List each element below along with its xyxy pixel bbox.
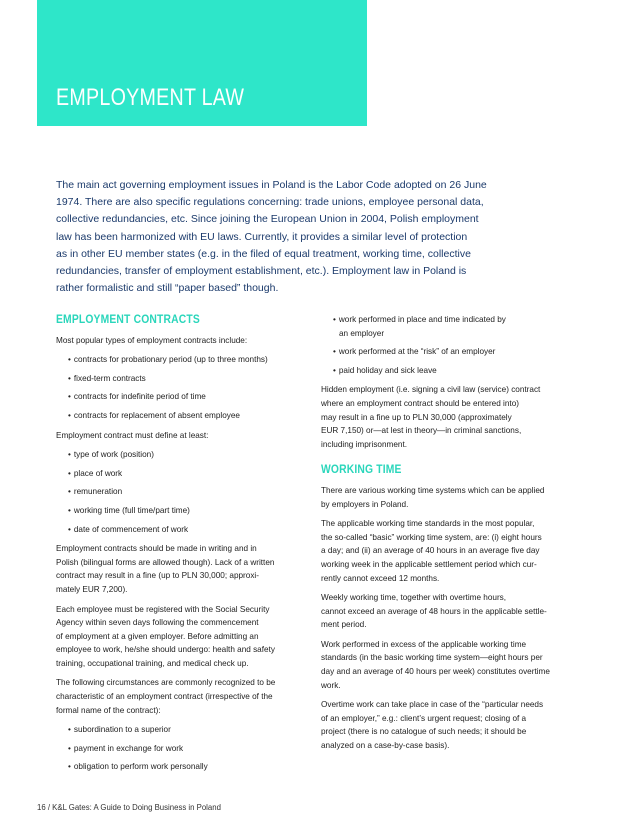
intro-paragraph [56, 177, 487, 297]
bullet-icon: • [68, 410, 71, 420]
paragraph: Each employee must be registered with the Social Security Agency within seven days following the commencement of employment at a given employer. Before admitting an employee to work, he/she should undergo: health and safety training, occupational training, and medical check up. [56, 604, 275, 668]
list-item: • paid holiday and sick leave [333, 364, 571, 378]
bullet-icon: • [68, 725, 71, 735]
bullet-icon: • [68, 468, 71, 478]
paragraph: Weekly working time, together with overtime hours, cannot exceed an average of 48 hours in the applicable settle- ment period. [321, 593, 547, 630]
contract-define-list [68, 448, 296, 536]
list-item: • place of work [68, 467, 296, 481]
circumstances-list-continued [333, 313, 571, 377]
bullet-icon: • [68, 524, 71, 534]
bullet-icon: • [68, 487, 71, 497]
list-item: • contracts for replacement of absent employee [68, 409, 296, 423]
list-item: • contracts for indefinite period of time [68, 390, 296, 404]
bullet-icon: • [68, 355, 71, 365]
bullet-icon: • [68, 505, 71, 515]
section-heading-working-time: WORKING TIME [321, 462, 402, 477]
bullet-icon: • [333, 347, 336, 357]
list-item: • working time (full time/part time) [68, 504, 296, 518]
paragraph: Most popular types of employment contracts include: [56, 335, 248, 345]
right-column [321, 313, 571, 759]
intro-line: as in other EU member states (e.g. in the filed of equal treatment, working time, collective [56, 247, 471, 260]
list-item: • subordination to a superior [68, 723, 296, 737]
list-item: • date of commencement of work [68, 523, 296, 537]
title-banner [37, 0, 367, 126]
bullet-icon: • [68, 762, 71, 772]
intro-line: collective redundancies, etc. Since joining the European Union in 2004, Polish employment [56, 213, 479, 226]
list-item: • obligation to perform work personally [68, 760, 296, 774]
intro-line: rather formalistic and still “paper based” though. [56, 282, 279, 295]
section-heading-employment-contracts: EMPLOYMENT CONTRACTS [56, 312, 200, 326]
bullet-icon: • [68, 392, 71, 402]
bullet-icon: • [68, 450, 71, 460]
paragraph: The following circumstances are commonly recognized to be characteristic of an employment contract (irrespective of the formal name of the contract): [56, 678, 276, 715]
intro-line: law has been harmonized with EU laws. Currently, it provides a similar level of protection [56, 230, 468, 243]
bullet-icon: • [333, 315, 336, 324]
bullet-icon: • [68, 373, 71, 383]
list-item: • remuneration [68, 485, 296, 499]
paragraph: Employment contract must define at least: [56, 430, 209, 440]
list-item: • contracts for probationary period (up to three months) [68, 353, 296, 367]
paragraph: Employment contracts should be made in writing and in Polish (bilingual forms are allowed though). Lack of a written contract may result in a fine (up to PLN 30,000; approxi- mately EUR 7,200). [56, 544, 275, 594]
page-title: EMPLOYMENT LAW [56, 84, 245, 111]
paragraph: Hidden employment (i.e. signing a civil law (service) contract where an employment contract should be entered into) may result in a fine up to PLN 30,000 (approximately EUR 7,150) or—at lest in theory—in criminal sanctions, including imprisonment. [321, 385, 541, 449]
list-item: • work performed at the “risk” of an employer [333, 345, 571, 359]
circumstances-list [68, 723, 296, 774]
paragraph: The applicable working time standards in the most popular, the so-called “basic” working time system, are: (i) eight hours a day; and (ii) an average of 40 hours in an average five day working week in the applicable settlement period which cur- rently cannot exceed 12 months. [321, 519, 542, 583]
intro-line: 1974. There are also specific regulations concerning: trade unions, employee personal data, [56, 196, 484, 209]
left-column [56, 313, 296, 780]
bullet-icon: • [333, 365, 336, 375]
paragraph: Overtime work can take place in case of the “particular needs of an employer,” e.g.: client’s urgent request; closing of a project (there is no catalogue of such needs; it should be analyzed on a case-by-case basis). [321, 700, 544, 751]
intro-line: redundancies, transfer of employment establishment, etc.). Employment law in Poland is [56, 265, 467, 278]
list-item: • payment in exchange for work [68, 742, 296, 756]
intro-line: The main act governing employment issues in Poland is the Labor Code adopted on 26 June [56, 179, 487, 191]
contract-types-list [68, 353, 296, 422]
bullet-icon: • [68, 743, 71, 753]
paragraph: There are various working time systems which can be applied by employers in Poland. [321, 485, 545, 509]
list-item: • fixed-term contracts [68, 372, 296, 386]
page-footer: 16 / K&L Gates: A Guide to Doing Business in Poland [37, 803, 221, 812]
paragraph: Work performed in excess of the applicable working time standards (in the basic working time system—eight hours per day and an average of 40 hours per week) constitutes overtime work. [321, 639, 550, 690]
list-item: • type of work (position) [68, 448, 296, 462]
list-item: • work performed in place and time indicated by an employer [333, 315, 506, 338]
